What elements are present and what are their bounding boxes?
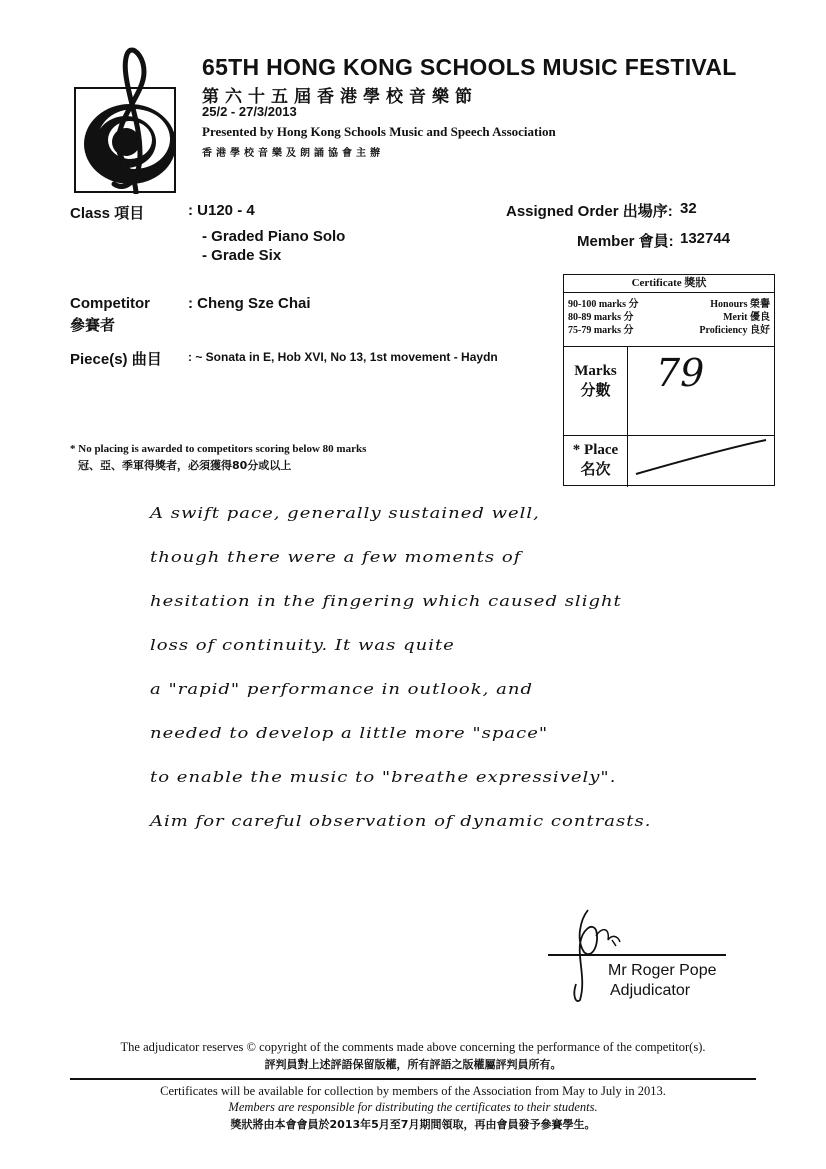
signature-line	[548, 954, 726, 956]
class-desc-piano: - Graded Piano Solo	[202, 228, 346, 245]
presenter-line: Presented by Hong Kong Schools Music and Speech Association	[202, 124, 556, 139]
marks-cell	[564, 347, 774, 436]
certificate-row	[568, 298, 770, 311]
marks-value-cell	[628, 347, 774, 435]
place-label-en: * Place	[572, 442, 619, 458]
comment-line: a "rapid" performance in outlook, and	[150, 680, 533, 699]
comment-line: A swift pace, generally sustained well,	[150, 504, 540, 523]
copyright-notice: The adjudicator reserves © copyright of the comments made above concerning the performance of the competitor(s).	[120, 1040, 706, 1054]
adjudicator-role: Adjudicator	[610, 982, 691, 999]
placing-note-cn: 冠、亞、季軍得獎者，必須獲得80分或以上	[78, 459, 292, 472]
copyright-notice-cn: 評判員對上述評語保留版權，所有評語之版權屬評判員所有。	[264, 1058, 562, 1071]
competitor-label: Competitor	[70, 295, 150, 312]
adjudicator-name: Mr Roger Pope	[608, 962, 717, 979]
comment-line: hesitation in the fingering which caused slight	[150, 592, 622, 611]
certificate-award: Honours 榮譽	[710, 299, 770, 310]
certificate-row	[568, 311, 770, 324]
comment-line: loss of continuity. It was quite	[150, 636, 455, 655]
marks-label-en: Marks	[574, 363, 617, 379]
adjudicator-comments	[150, 492, 652, 844]
pieces-value: : ~ Sonata in E, Hob XVI, No 13, 1st movement - Haydn	[188, 350, 498, 364]
comment-line: Aim for careful observation of dynamic contrasts.	[150, 812, 652, 831]
pieces-label: Piece(s) 曲目	[70, 351, 162, 368]
assigned-order-value: 32	[680, 200, 697, 217]
comment-line: to enable the music to "breathe expressively".	[150, 768, 617, 787]
assigned-order-label: Assigned Order 出場序:	[506, 203, 673, 220]
class-desc-grade: - Grade Six	[202, 247, 282, 264]
member-value: 132744	[680, 230, 731, 247]
place-label	[564, 436, 628, 487]
class-label: Class 項目	[70, 205, 145, 222]
certificate-range: 90-100 marks 分	[568, 299, 639, 310]
competitor-label-cn: 參賽者	[70, 317, 116, 334]
treble-clef-logo-icon	[74, 44, 184, 194]
certificate-box	[563, 274, 775, 486]
distribution-notice: Members are responsible for distributing the certificates to their students.	[228, 1100, 598, 1114]
presenter-line-cn: 香港學校音樂及朗誦協會主辦	[202, 148, 384, 159]
festival-dates: 25/2 - 27/3/2013	[202, 104, 297, 119]
place-cell	[564, 436, 774, 487]
certificate-grade-table	[564, 293, 774, 347]
place-label-cn: 名次	[580, 462, 611, 478]
place-strike-mark	[628, 436, 772, 486]
festival-title-cn: 第六十五屆香港學校音樂節	[202, 87, 478, 107]
festival-title: 65TH HONG KONG SCHOOLS MUSIC FESTIVAL	[202, 54, 737, 80]
place-value-cell	[628, 436, 774, 487]
placing-note: * No placing is awarded to competitors scoring below 80 marks	[70, 443, 367, 455]
comment-line: though there were a few moments of	[150, 548, 522, 567]
marks-label	[564, 347, 628, 435]
collection-notice-cn: 獎狀將由本會會員於2013年5月至7月期間領取，再由會員發予參賽學生。	[230, 1118, 596, 1131]
certificate-range: 75-79 marks 分	[568, 325, 634, 336]
certificate-row	[568, 324, 770, 337]
certificate-award: Merit 優良	[723, 312, 770, 323]
certificate-heading: Certificate 獎狀	[564, 275, 774, 293]
class-value: : U120 - 4	[188, 202, 255, 219]
marks-label-cn: 分數	[580, 383, 611, 399]
competitor-name: : Cheng Sze Chai	[188, 295, 311, 312]
certificate-range: 80-89 marks 分	[568, 312, 634, 323]
marks-value: 79	[656, 351, 705, 395]
member-label: Member 會員:	[577, 233, 674, 250]
comment-line: needed to develop a little more "space"	[150, 724, 549, 743]
footer-divider	[70, 1078, 756, 1080]
collection-notice: Certificates will be available for collection by members of the Association from May to July in 2013.	[160, 1084, 666, 1098]
certificate-award: Proficiency 良好	[699, 325, 770, 336]
